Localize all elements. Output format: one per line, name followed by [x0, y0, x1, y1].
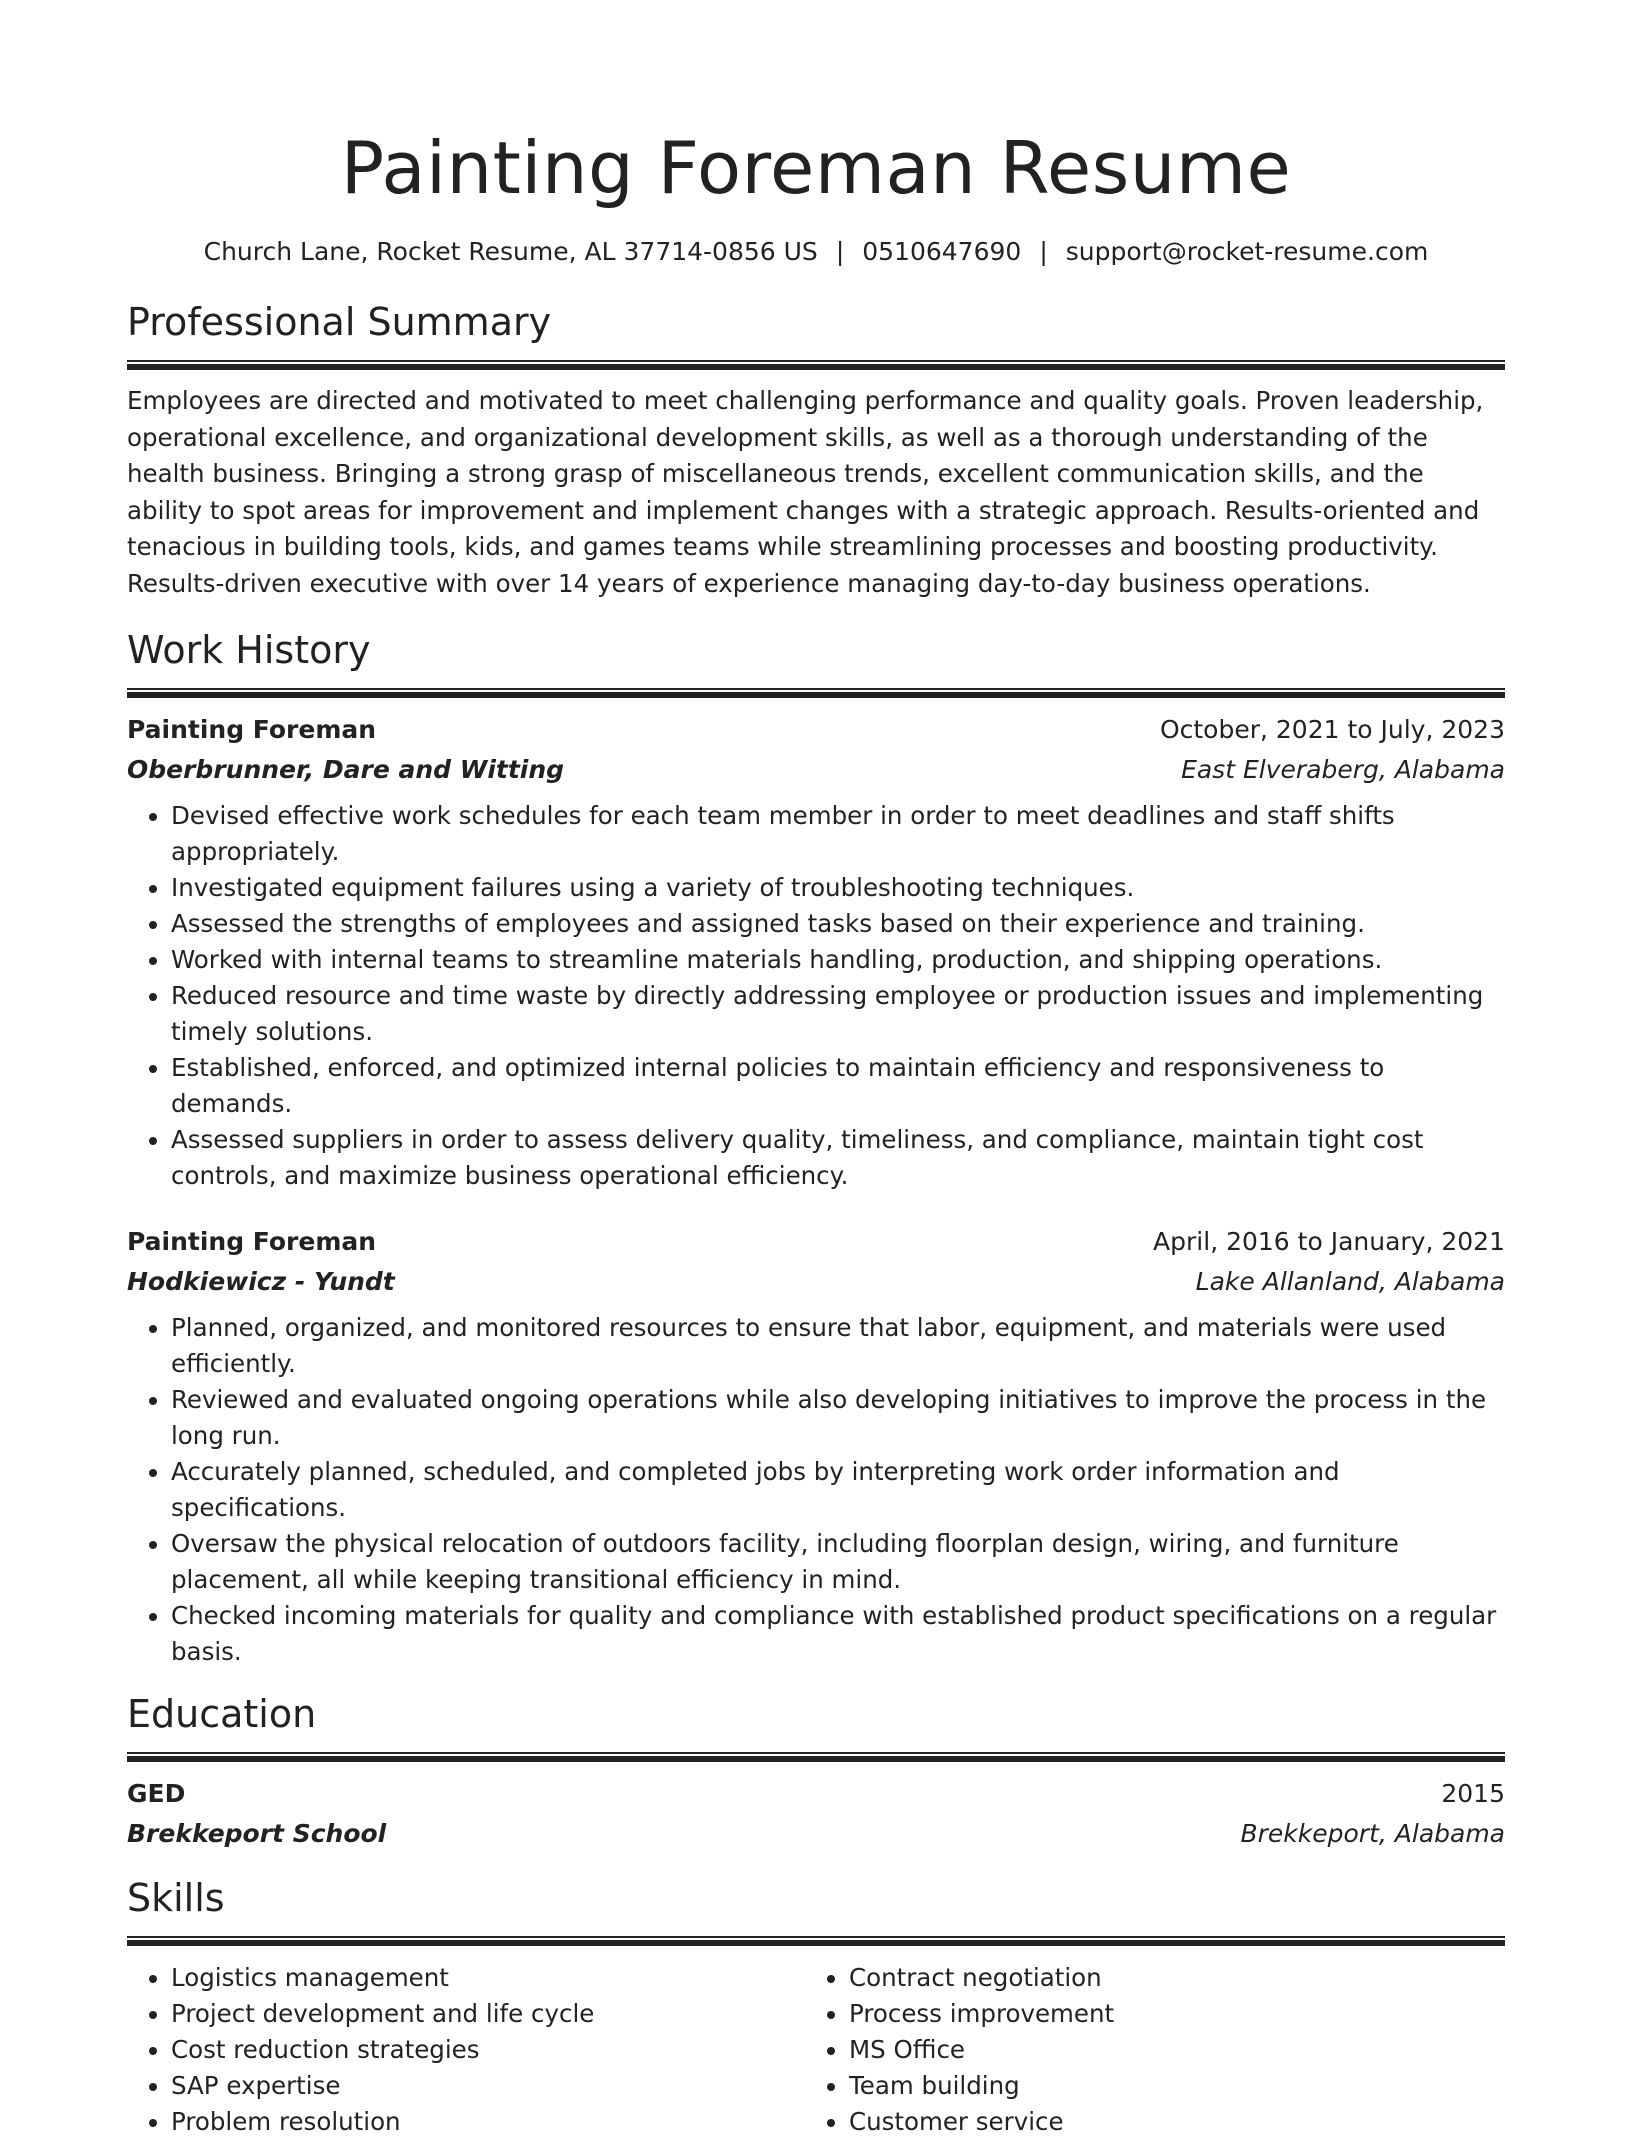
summary-heading: Professional Summary — [127, 300, 552, 344]
education-header-row — [127, 1776, 1505, 1812]
job-bullet: • Established, enforced, and optimized internal policies to maintain efficiency and responsiveness to demands. — [171, 1050, 1505, 1122]
job-bullet: • Investigated equipment failures using a variety of troubleshooting techniques. — [171, 870, 1505, 906]
job-entry — [127, 712, 1505, 1194]
skills-right-column — [805, 1960, 1483, 2140]
contact-separator: | — [1039, 237, 1048, 266]
skill-item: • Contract negotiation — [849, 1960, 1483, 1996]
section-divider — [127, 688, 1505, 698]
section-divider — [127, 1936, 1505, 1946]
school-location: Brekkeport, Alabama — [1240, 1819, 1505, 1848]
job-bullet: • Checked incoming materials for quality and compliance with established product specifications on a regular basis. — [171, 1598, 1505, 1670]
education-entry — [127, 1776, 1505, 1852]
work-history-heading: Work History — [127, 628, 371, 672]
section-divider — [127, 1752, 1505, 1762]
skills-left-column — [127, 1960, 805, 2140]
job-bullet: • Planned, organized, and monitored resources to ensure that labor, equipment, and materials were used efficiently. — [171, 1310, 1505, 1382]
contact-line — [127, 236, 1505, 268]
job-bullet: • Oversaw the physical relocation of outdoors facility, including floorplan design, wiring, and furniture placement, all while keeping transitional efficiency in mind. — [171, 1526, 1505, 1598]
school-name: Brekkeport School — [127, 1819, 387, 1848]
job-location: East Elveraberg, Alabama — [1181, 755, 1505, 784]
skill-item: • Customer service — [849, 2104, 1483, 2140]
job-bullet: • Reviewed and evaluated ongoing operations while also developing initiatives to improve the process in the long run. — [171, 1382, 1505, 1454]
job-header-row — [127, 1224, 1505, 1260]
contact-separator: | — [835, 237, 845, 266]
job-company: Oberbrunner, Dare and Witting — [127, 755, 565, 784]
job-bullets — [127, 1310, 1505, 1670]
skill-item: • Project development and life cycle — [171, 1996, 805, 2032]
address: Church Lane, Rocket Resume, AL 37714-0856 US — [203, 237, 818, 266]
email: support@rocket-resume.com — [1065, 237, 1429, 266]
skill-item: • MS Office — [849, 2032, 1483, 2068]
job-bullet: • Assessed the strengths of employees and assigned tasks based on their experience and training. — [171, 906, 1505, 942]
job-location: Lake Allanland, Alabama — [1195, 1267, 1505, 1296]
job-title: Painting Foreman — [127, 1227, 377, 1256]
skills-columns — [127, 1960, 1505, 2140]
job-dates: October, 2021 to July, 2023 — [1159, 715, 1505, 744]
skill-item: • Cost reduction strategies — [171, 2032, 805, 2068]
graduation-year: 2015 — [1441, 1779, 1505, 1808]
resume-title: Painting Foreman Resume — [340, 126, 1292, 210]
job-company: Hodkiewicz - Yundt — [127, 1267, 395, 1296]
summary-section — [127, 298, 1505, 602]
job-bullet: • Worked with internal teams to streamline materials handling, production, and shipping operations. — [171, 942, 1505, 978]
skill-item: • SAP expertise — [171, 2068, 805, 2104]
education-section — [127, 1690, 1505, 1852]
job-bullet: • Reduced resource and time waste by directly addressing employee or production issues and implementing timely solutions. — [171, 978, 1505, 1050]
section-divider — [127, 360, 1505, 370]
job-company-row — [127, 752, 1505, 788]
job-entry — [127, 1224, 1505, 1670]
work-history-section — [127, 626, 1505, 1670]
education-school-row — [127, 1816, 1505, 1852]
job-dates: April, 2016 to January, 2021 — [1153, 1227, 1505, 1256]
job-bullet: • Accurately planned, scheduled, and completed jobs by interpreting work order information and specifications. — [171, 1454, 1505, 1526]
phone: 0510647690 — [862, 237, 1022, 266]
skills-heading: Skills — [127, 1876, 225, 1920]
skill-item: • Problem resolution — [171, 2104, 805, 2140]
job-bullet: • Assessed suppliers in order to assess delivery quality, timeliness, and compliance, maintain tight cost controls, and maximize business operational efficiency. — [171, 1122, 1505, 1194]
education-heading: Education — [127, 1692, 317, 1736]
skill-item: • Process improvement — [849, 1996, 1483, 2032]
job-header-row — [127, 712, 1505, 748]
job-bullets — [127, 798, 1505, 1194]
summary-text: Employees are directed and motivated to meet challenging performance and quality goals. Proven leadership, operational excellence, and organizational development skills, as well as a thorough understanding of the health business. Bringing a strong grasp of miscellaneous trends, excellent communication skills, and the ability to spot areas for improvement and implement changes with a strategic approach. Results-oriented and tenacious in building tools, kids, and games teams while streamlining processes and boosting productivity. Results-driven executive with over 14 years of experience managing day-to-day business operations. — [127, 386, 1484, 598]
skill-item: • Logistics management — [171, 1960, 805, 1996]
skills-section — [127, 1874, 1505, 2140]
job-bullet: • Devised effective work schedules for each team member in order to meet deadlines and staff shifts appropriately. — [171, 798, 1505, 870]
job-company-row — [127, 1264, 1505, 1300]
skill-item: • Team building — [849, 2068, 1483, 2104]
job-title: Painting Foreman — [127, 715, 377, 744]
degree: GED — [127, 1779, 186, 1808]
